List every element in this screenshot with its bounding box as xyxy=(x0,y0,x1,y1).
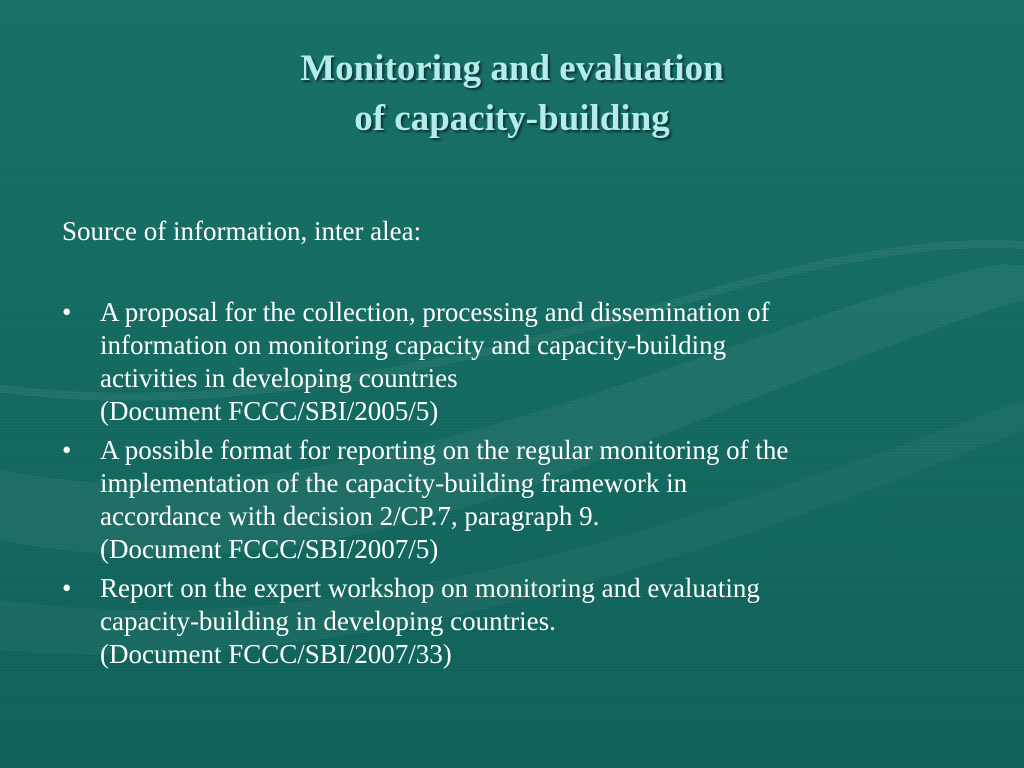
document-reference: (Document FCCC/SBI/2007/5) xyxy=(100,534,439,564)
bullet-list xyxy=(62,296,982,677)
bullet-text-line: A proposal for the collection, processing and dissemination of xyxy=(100,297,770,327)
bullet-item xyxy=(62,434,982,566)
bullet-text-line: information on monitoring capacity and capacity-building xyxy=(100,330,727,360)
title-line-1: Monitoring and evaluation xyxy=(300,48,724,89)
document-reference: (Document FCCC/SBI/2007/33) xyxy=(100,639,452,669)
bullet-text-line: accordance with decision 2/CP.7, paragraph 9. xyxy=(100,501,600,531)
intro-text: Source of information, inter alea: xyxy=(62,216,422,246)
document-reference: (Document FCCC/SBI/2005/5) xyxy=(100,396,439,426)
bullet-text-line: Report on the expert workshop on monitoring and evaluating xyxy=(100,573,760,603)
bullet-text-line: activities in developing countries xyxy=(100,363,458,393)
slide-title xyxy=(0,44,1024,144)
bullet-item xyxy=(62,296,982,428)
bullet-text-line: A possible format for reporting on the regular monitoring of the xyxy=(100,435,789,465)
title-line-2: of capacity-building xyxy=(354,98,670,139)
bullet-text-line: capacity-building in developing countries. xyxy=(100,606,556,636)
bullet-marker: • xyxy=(62,573,72,603)
bullet-marker: • xyxy=(62,297,72,327)
bullet-text-line: implementation of the capacity-building framework in xyxy=(100,468,688,498)
bullet-item xyxy=(62,572,982,671)
bullet-marker: • xyxy=(62,435,72,465)
